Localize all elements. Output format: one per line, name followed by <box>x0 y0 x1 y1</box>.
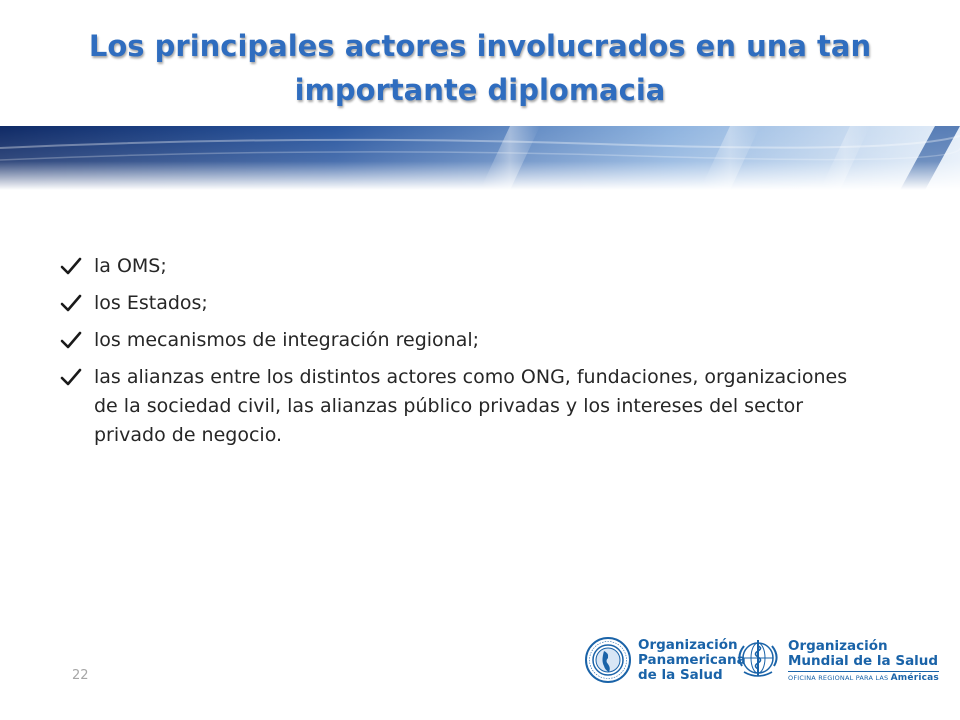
slide-title-line-1: Los principales actores involucrados en una tan <box>88 29 872 63</box>
slide-title <box>80 24 880 112</box>
paho-name-line-3: de la Salud <box>638 666 723 683</box>
list-item <box>60 363 860 450</box>
paho-name-line-1: Organización <box>638 636 738 653</box>
list-item-text: la OMS; <box>94 255 167 277</box>
list-item-text: las alianzas entre los distintos actores como ONG, fundaciones, organizaciones de la sociedad civil, las alianzas público privadas y los intereses del sector privado de negocio. <box>94 366 848 446</box>
page-number: 22 <box>72 668 89 683</box>
list-item-text: los Estados; <box>94 292 208 314</box>
checkmark-icon <box>60 330 82 350</box>
checkmark-icon <box>60 256 82 276</box>
checkmark-icon <box>60 293 82 313</box>
list-item <box>60 252 860 281</box>
bullet-list <box>60 252 860 458</box>
who-regional-prefix: OFICINA REGIONAL PARA LAS <box>788 673 889 682</box>
list-item-text: los mecanismos de integración regional; <box>94 329 480 351</box>
list-item <box>60 326 860 355</box>
paho-logo-text <box>638 638 746 683</box>
who-emblem-icon <box>734 636 782 684</box>
slide-title-line-2: importante diplomacia <box>294 73 666 107</box>
paho-emblem-icon <box>584 636 632 684</box>
who-logo-text <box>788 639 939 682</box>
who-logo <box>734 630 939 690</box>
who-regional-office <box>788 671 939 682</box>
paho-logo <box>584 630 746 690</box>
who-name-line-2: Mundial de la Salud <box>788 652 939 669</box>
header-banner <box>0 126 960 190</box>
checkmark-icon <box>60 367 82 387</box>
who-name-line-1: Organización <box>788 637 888 654</box>
who-regional-name: Américas <box>890 672 939 683</box>
paho-name-line-2: Panamericana <box>638 651 746 668</box>
list-item <box>60 289 860 318</box>
